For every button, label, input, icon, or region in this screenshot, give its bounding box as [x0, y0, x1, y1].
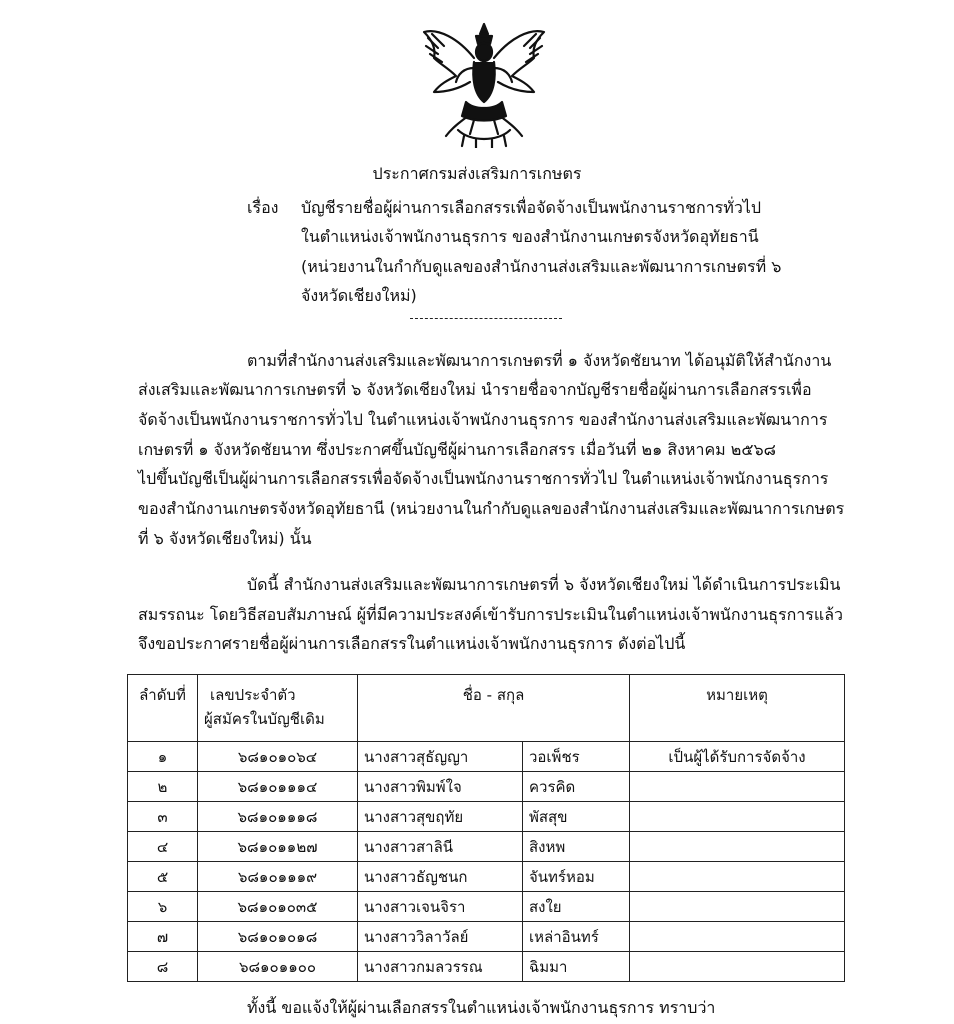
cell-name: นางสาวสุธัญญา: [358, 742, 523, 772]
cell-order: ๗: [128, 922, 198, 952]
cell-name: นางสาวสุขฤทัย: [358, 802, 523, 832]
table-row: [128, 802, 845, 832]
candidate-table: [127, 674, 845, 982]
subject-line: ในตำแหน่งเจ้าพนักงานธุรการ ของสำนักงานเกษตรจังหวัดอุทัยธานี: [301, 227, 759, 246]
cell-name: นางสาวธัญชนก: [358, 862, 523, 892]
cell-applicant-id: ๖๘๑๐๑๑๐๐: [198, 952, 358, 982]
header-name: ชื่อ - สกุล: [358, 675, 630, 742]
paragraph-line: ส่งเสริมและพัฒนาการเกษตรที่ ๖ จังหวัดเชียงใหม่ นำรายชื่อจากบัญชีรายชื่อผู้ผ่านการเลือกสรรเพื่อ: [138, 380, 812, 399]
cell-note: [630, 952, 845, 982]
table-row: [128, 862, 845, 892]
cell-note: [630, 832, 845, 862]
cell-note: [630, 892, 845, 922]
cell-applicant-id: ๖๘๑๐๑๐๖๔: [198, 742, 358, 772]
garuda-emblem-icon: [418, 18, 550, 148]
cell-order: ๘: [128, 952, 198, 982]
cell-surname: พัสสุข: [523, 802, 630, 832]
cell-order: ๔: [128, 832, 198, 862]
paragraph-line: ที่ ๖ จังหวัดเชียงใหม่) นั้น: [138, 529, 312, 548]
cell-note: [630, 772, 845, 802]
subject-label: เรื่อง: [247, 198, 279, 217]
cell-order: ๖: [128, 892, 198, 922]
table-row: [128, 742, 845, 772]
cell-surname: จันทร์หอม: [523, 862, 630, 892]
cell-surname: สงใย: [523, 892, 630, 922]
cell-applicant-id: ๖๘๑๐๑๑๑๔: [198, 772, 358, 802]
cell-order: ๓: [128, 802, 198, 832]
cell-name: นางสาววิลาวัลย์: [358, 922, 523, 952]
header-id-line2: ผู้สมัครในบัญชีเดิม: [204, 710, 325, 728]
cell-applicant-id: ๖๘๑๐๑๑๑๘: [198, 802, 358, 832]
cell-surname: ควรคิด: [523, 772, 630, 802]
cell-name: นางสาวสาลินี: [358, 832, 523, 862]
table-row: [128, 832, 845, 862]
header-id-line1: เลขประจำตัว: [210, 686, 296, 704]
table-row: [128, 892, 845, 922]
header-note: หมายเหตุ: [630, 675, 845, 742]
table-row: [128, 922, 845, 952]
cell-surname: ฉิมมา: [523, 952, 630, 982]
paragraph-line: เกษตรที่ ๑ จังหวัดชัยนาท ซึ่งประกาศขึ้นบัญชีผู้ผ่านการเลือกสรร เมื่อวันที่ ๒๑ สิงหาคม ๒๕๖๘: [138, 440, 776, 459]
paragraph-line: ตามที่สำนักงานส่งเสริมและพัฒนาการเกษตรที่ ๑ จังหวัดชัยนาท ได้อนุมัติให้สำนักงาน: [247, 351, 832, 370]
cell-order: ๑: [128, 742, 198, 772]
cell-name: นางสาวพิมพ์ใจ: [358, 772, 523, 802]
subject-line: บัญชีรายชื่อผู้ผ่านการเลือกสรรเพื่อจัดจ้างเป็นพนักงานราชการทั่วไป: [301, 198, 761, 217]
header-order: ลำดับที่: [128, 675, 198, 742]
subject-line: จังหวัดเชียงใหม่): [301, 286, 417, 305]
cell-note: [630, 922, 845, 952]
cell-note: [630, 802, 845, 832]
cell-surname: วอเพ็ชร: [523, 742, 630, 772]
paragraph-line: ของสำนักงานเกษตรจังหวัดอุทัยธานี (หน่วยงานในกำกับดูแลของสำนักงานส่งเสริมและพัฒนาการเกษตร: [138, 499, 845, 518]
cell-note: [630, 862, 845, 892]
cell-order: ๒: [128, 772, 198, 802]
closing-line: ทั้งนี้ ขอแจ้งให้ผู้ผ่านเลือกสรรในตำแหน่งเจ้าพนักงานธุรการ ทราบว่า: [247, 998, 716, 1017]
header-applicant-id: [198, 675, 358, 742]
paragraph-line: บัดนี้ สำนักงานส่งเสริมและพัฒนาการเกษตรที่ ๖ จังหวัดเชียงใหม่ ได้ดำเนินการประเมิน: [247, 575, 841, 594]
paragraph-line: สมรรถนะ โดยวิธีสอบสัมภาษณ์ ผู้ที่มีความประสงค์เข้ารับการประเมินในตำแหน่งเจ้าพนักงานธุรการแล้ว: [138, 605, 843, 624]
paragraph-line: จึงขอประกาศรายชื่อผู้ผ่านการเลือกสรรในตำแหน่งเจ้าพนักงานธุรการ ดังต่อไปนี้: [138, 634, 686, 653]
table-header-row: [128, 675, 845, 742]
cell-name: นางสาวเจนจิรา: [358, 892, 523, 922]
issuer-title: ประกาศกรมส่งเสริมการเกษตร: [372, 164, 582, 183]
cell-applicant-id: ๖๘๑๐๑๑๑๙: [198, 862, 358, 892]
paragraph-line: จัดจ้างเป็นพนักงานราชการทั่วไป ในตำแหน่งเจ้าพนักงานธุรการ ของสำนักงานส่งเสริมและพัฒนาการ: [138, 410, 828, 429]
cell-surname: สิงหพ: [523, 832, 630, 862]
paragraph-line: ไปขึ้นบัญชีเป็นผู้ผ่านการเลือกสรรเพื่อจัดจ้างเป็นพนักงานราชการทั่วไป ในตำแหน่งเจ้าพนักงานธุรการ: [138, 469, 829, 488]
divider-line: [410, 318, 562, 319]
cell-applicant-id: ๖๘๑๐๑๑๒๗: [198, 832, 358, 862]
cell-note: เป็นผู้ได้รับการจัดจ้าง: [630, 742, 845, 772]
cell-applicant-id: ๖๘๑๐๑๐๑๘: [198, 922, 358, 952]
cell-applicant-id: ๖๘๑๐๑๐๓๕: [198, 892, 358, 922]
table-row: [128, 772, 845, 802]
cell-surname: เหล่าอินทร์: [523, 922, 630, 952]
cell-name: นางสาวกมลวรรณ: [358, 952, 523, 982]
subject-line: (หน่วยงานในกำกับดูแลของสำนักงานส่งเสริมและพัฒนาการเกษตรที่ ๖: [301, 257, 782, 276]
table-row: [128, 952, 845, 982]
cell-order: ๕: [128, 862, 198, 892]
